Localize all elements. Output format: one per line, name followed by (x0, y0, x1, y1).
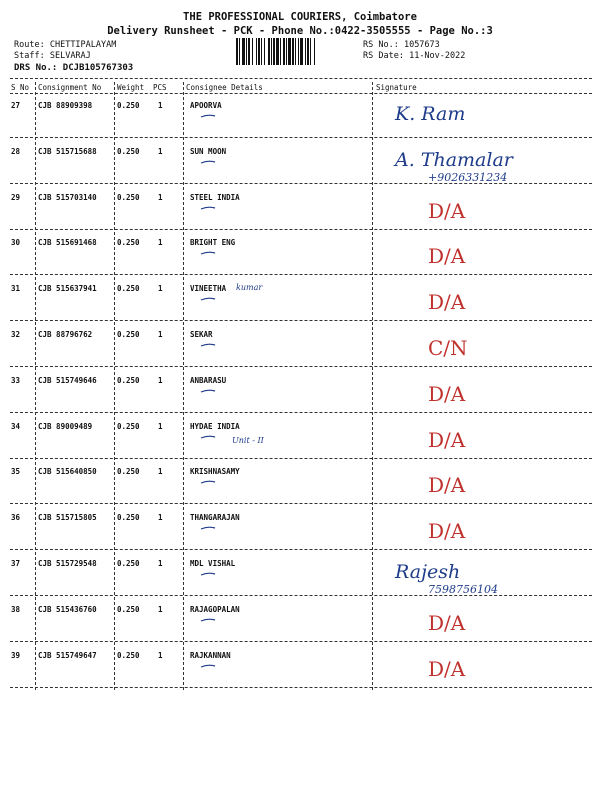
drs-label: DRS No.: (14, 63, 58, 73)
row-consignment-no: CJB 89009489 (38, 422, 93, 431)
row-consignment-no: CJB 515703140 (38, 193, 97, 202)
row-consignment-no: CJB 88796762 (38, 330, 93, 339)
row-signature-phone: 7598756104 (428, 583, 498, 596)
row-consignee: APOORVA (190, 101, 222, 110)
pen-tick-mark (200, 479, 216, 485)
col-divider (35, 82, 36, 690)
row-weight: 0.250 (117, 147, 140, 156)
row-pcs: 1 (158, 651, 163, 660)
row-consignee: VINEETHA (190, 284, 227, 293)
rs-date-label: RS Date: (363, 51, 404, 61)
col-header-signature: Signature (376, 83, 417, 92)
row-consignee: STEEL INDIA (190, 193, 240, 202)
row-consignment-no: CJB 515749647 (38, 651, 97, 660)
row-signature: D/A (428, 382, 466, 406)
runsheet-title: Delivery Runsheet - PCK - Phone No.:0422-3505555 - Page No.:3 (107, 25, 493, 37)
row-weight: 0.250 (117, 284, 140, 293)
row-consignment-no: CJB 515715688 (38, 147, 97, 156)
row-sno: 31 (11, 284, 21, 293)
row-sno: 34 (11, 422, 21, 431)
staff-label: Staff: (14, 51, 45, 61)
row-separator (10, 458, 592, 459)
row-separator (10, 595, 592, 596)
rs-no-line (363, 40, 440, 50)
col-header-sno: S No (11, 83, 30, 92)
row-signature: D/A (428, 657, 466, 681)
drs-line (14, 63, 133, 73)
row-consignee: MDL VISHAL (190, 559, 236, 568)
route-label: Route: (14, 40, 45, 50)
row-weight: 0.250 (117, 651, 140, 660)
row-sno: 32 (11, 330, 21, 339)
row-sno: 37 (11, 559, 21, 568)
row-consignee: ANBARASU (190, 376, 227, 385)
row-weight: 0.250 (117, 376, 140, 385)
row-weight: 0.250 (117, 605, 140, 614)
row-consignment-no: CJB 515436760 (38, 605, 97, 614)
row-sno: 27 (11, 101, 21, 110)
col-divider (372, 82, 373, 690)
company-title: THE PROFESSIONAL COURIERS, Coimbatore (183, 11, 417, 23)
row-signature: K. Ram (395, 103, 466, 125)
row-signature: D/A (428, 428, 466, 452)
row-sno: 38 (11, 605, 21, 614)
row-sno: 30 (11, 238, 21, 247)
drs-value: DCJB105767303 (62, 63, 134, 73)
pen-tick-mark (200, 205, 216, 211)
col-header-consignment: Consignment No (38, 83, 102, 92)
route-value: CHETTIPALAYAM (49, 40, 117, 50)
row-consignee: SEKAR (190, 330, 213, 339)
row-pcs: 1 (158, 330, 163, 339)
rs-no-value: 1057673 (403, 40, 440, 50)
row-separator (10, 183, 592, 184)
row-signature: D/A (428, 290, 466, 314)
row-weight: 0.250 (117, 467, 140, 476)
rs-date-value: 11-Nov-2022 (409, 51, 466, 61)
row-sno: 28 (11, 147, 21, 156)
row-separator (10, 412, 592, 413)
row-signature: Rajesh (395, 561, 461, 583)
row-pcs: 1 (158, 605, 163, 614)
row-consignment-no: CJB 515749646 (38, 376, 97, 385)
row-consignment-no: CJB 515640850 (38, 467, 97, 476)
row-weight: 0.250 (117, 559, 140, 568)
row-consignee: RAJAGOPALAN (190, 605, 240, 614)
row-sno: 29 (11, 193, 21, 202)
col-header-weight: Weight (117, 83, 145, 92)
pen-tick-mark (200, 296, 216, 302)
pen-tick-mark (200, 113, 216, 119)
row-pcs: 1 (158, 101, 163, 110)
row-pcs: 1 (158, 193, 163, 202)
row-weight: 0.250 (117, 238, 140, 247)
row-pcs: 1 (158, 513, 163, 522)
pen-tick-mark (200, 342, 216, 348)
row-consignee: KRISHNASAMY (190, 467, 240, 476)
rs-no-label: RS No.: (363, 40, 399, 50)
pen-tick-mark (200, 388, 216, 394)
barcode-bar (315, 38, 317, 65)
row-separator (10, 641, 592, 642)
row-signature: C/N (428, 336, 468, 360)
consignee-handwritten-note: Unit - II (232, 436, 264, 445)
staff-line (14, 51, 91, 61)
row-pcs: 1 (158, 422, 163, 431)
row-signature: D/A (428, 199, 466, 223)
row-weight: 0.250 (117, 101, 140, 110)
row-separator (10, 503, 592, 504)
row-signature: A. Thamalar (395, 149, 513, 171)
row-separator (10, 366, 592, 367)
row-separator (10, 229, 592, 230)
row-separator (10, 549, 592, 550)
row-weight: 0.250 (117, 193, 140, 202)
staff-value: SELVARAJ (49, 51, 91, 61)
col-header-consignee: Consignee Details (186, 83, 263, 92)
row-pcs: 1 (158, 467, 163, 476)
row-separator (10, 274, 592, 275)
row-consignment-no: CJB 515715805 (38, 513, 97, 522)
row-consignee: BRIGHT ENG (190, 238, 236, 247)
row-sno: 39 (11, 651, 21, 660)
row-sno: 36 (11, 513, 21, 522)
row-signature: D/A (428, 611, 466, 635)
row-consignment-no: CJB 515691468 (38, 238, 97, 247)
row-sno: 33 (11, 376, 21, 385)
row-separator (10, 320, 592, 321)
row-signature-phone: +9026331234 (428, 171, 508, 184)
consignee-handwritten-note: kumar (236, 283, 263, 292)
rs-date-line (363, 51, 465, 61)
row-separator (10, 687, 592, 688)
row-weight: 0.250 (117, 513, 140, 522)
row-separator (10, 137, 592, 138)
row-signature: D/A (428, 244, 466, 268)
pen-tick-mark (200, 571, 216, 577)
col-divider (183, 82, 184, 690)
row-consignment-no: CJB 515729548 (38, 559, 97, 568)
row-signature: D/A (428, 519, 466, 543)
row-consignee: RAJKANNAN (190, 651, 231, 660)
pen-tick-mark (200, 434, 216, 440)
row-weight: 0.250 (117, 330, 140, 339)
pen-tick-mark (200, 159, 216, 165)
row-consignee: SUN MOON (190, 147, 227, 156)
pen-tick-mark (200, 525, 216, 531)
col-header-pcs: PCS (153, 83, 167, 92)
pen-tick-mark (200, 663, 216, 669)
route-line (14, 40, 116, 50)
row-consignee: THANGARAJAN (190, 513, 240, 522)
row-consignment-no: CJB 515637941 (38, 284, 97, 293)
col-divider (114, 82, 115, 690)
row-pcs: 1 (158, 238, 163, 247)
row-pcs: 1 (158, 376, 163, 385)
header-top-rule (10, 78, 592, 79)
pen-tick-mark (200, 250, 216, 256)
barcode (236, 38, 356, 65)
row-sno: 35 (11, 467, 21, 476)
pen-tick-mark (200, 617, 216, 623)
row-consignee: HYDAE INDIA (190, 422, 240, 431)
row-pcs: 1 (158, 147, 163, 156)
row-consignment-no: CJB 88909398 (38, 101, 93, 110)
row-weight: 0.250 (117, 422, 140, 431)
row-signature: D/A (428, 473, 466, 497)
header-bottom-rule (10, 93, 592, 94)
row-pcs: 1 (158, 559, 163, 568)
row-pcs: 1 (158, 284, 163, 293)
